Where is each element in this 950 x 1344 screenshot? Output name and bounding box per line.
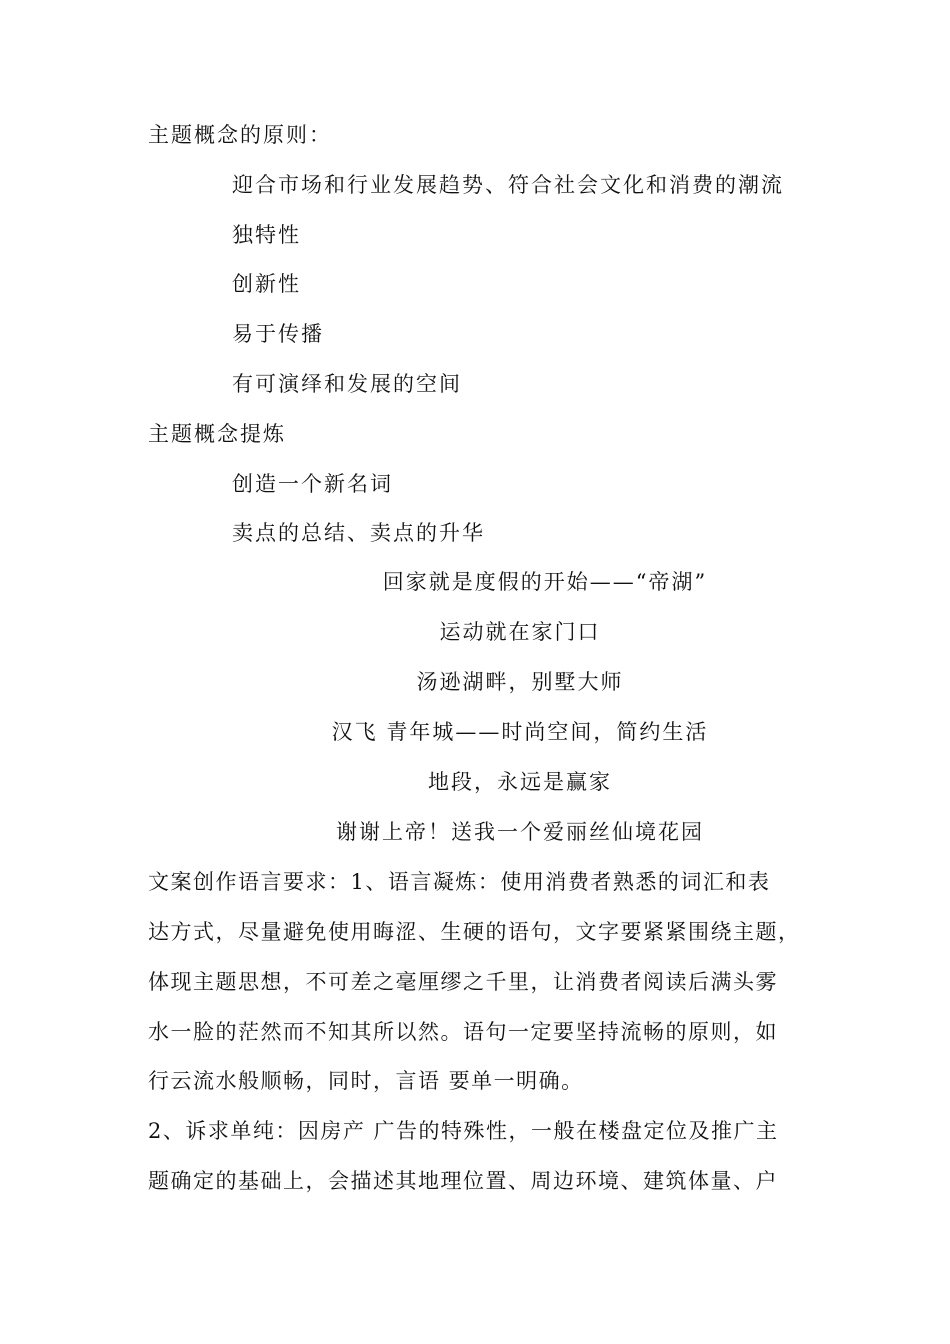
principle-item: 迎合市场和行业发展趋势、符合社会文化和消费的潮流 bbox=[232, 173, 784, 197]
refine-item: 创造一个新名词 bbox=[232, 472, 393, 496]
principle-item: 有可演绎和发展的空间 bbox=[232, 372, 462, 396]
paragraph-line: 文案创作语言要求：1、语言凝炼：使用消费者熟悉的词汇和表 bbox=[148, 870, 771, 894]
paragraph-line: 达方式，尽量避免使用晦涩、生硬的语句，文字要紧紧围绕主题， bbox=[148, 920, 801, 944]
principle-item: 创新性 bbox=[232, 272, 301, 296]
paragraph-line: 2、诉求单纯：因房产 广告的特殊性，一般在楼盘定位及推广主 bbox=[148, 1119, 779, 1143]
example-slogan: 汉飞 青年城——时尚空间，简约生活 bbox=[331, 720, 709, 744]
example-slogan: 汤逊湖畔，别墅大师 bbox=[416, 670, 624, 694]
refine-item: 卖点的总结、卖点的升华 bbox=[232, 521, 485, 545]
principles-heading: 主题概念的原则： bbox=[148, 123, 332, 147]
example-slogan: 回家就是度假的开始——“帝湖” bbox=[382, 570, 708, 594]
paragraph-line: 水一脸的茫然而不知其所以然。语句一定要坚持流畅的原则，如 bbox=[148, 1020, 778, 1044]
refine-heading: 主题概念提炼 bbox=[148, 422, 286, 446]
principle-item: 独特性 bbox=[232, 223, 301, 247]
example-slogan: 谢谢上帝！送我一个爱丽丝仙境花园 bbox=[336, 820, 704, 844]
paragraph-line: 行云流水般顺畅，同时，言语 要单一明确。 bbox=[148, 1069, 584, 1093]
example-slogan: 地段，永远是赢家 bbox=[428, 770, 612, 794]
principle-item: 易于传播 bbox=[232, 322, 324, 346]
paragraph-line: 体现主题思想，不可差之毫厘缪之千里，让消费者阅读后满头雾 bbox=[148, 970, 778, 994]
example-slogan: 运动就在家门口 bbox=[439, 620, 601, 644]
paragraph-line: 题确定的基础上，会描述其地理位置、周边环境、建筑体量、户 bbox=[148, 1169, 778, 1193]
